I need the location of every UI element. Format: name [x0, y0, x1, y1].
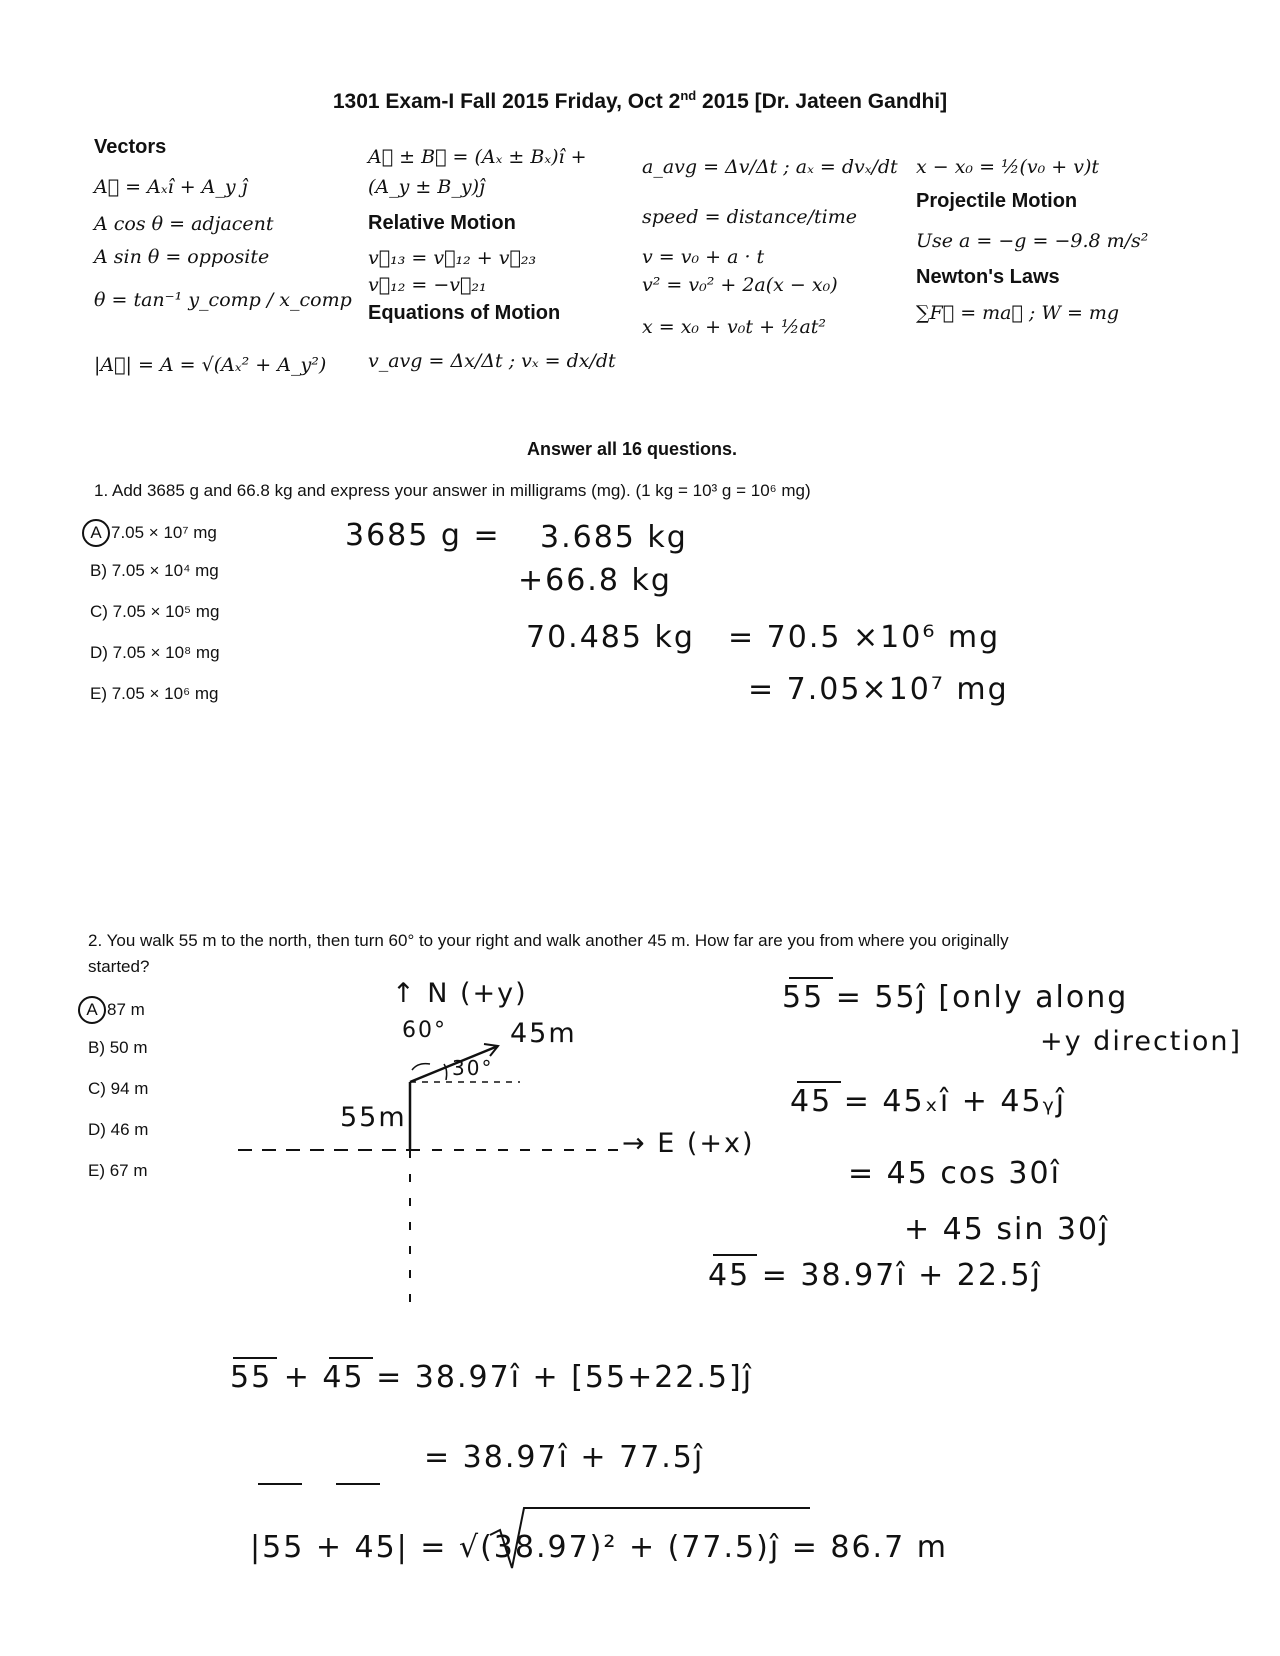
q2-work-line8: = 38.97î + 77.5ĵ: [424, 1440, 705, 1475]
q1-option-c[interactable]: C) 7.05 × 10⁵ mg: [90, 602, 220, 621]
q2-option-c[interactable]: C) 94 m: [88, 1079, 149, 1098]
projectile-motion-heading: Projectile Motion: [916, 190, 1078, 212]
q2-option-b[interactable]: B) 50 m: [88, 1038, 148, 1057]
q2-work-line2: +y direction]: [1040, 1026, 1243, 1057]
q2-option-a[interactable]: A 87 m: [82, 996, 145, 1024]
q2-work-line1: 55 = 55ĵ [only along: [782, 980, 1129, 1015]
q1-option-b[interactable]: B) 7.05 × 10⁴ mg: [90, 561, 219, 580]
formula-vector-components: A⃗ = Aₓî + A_y ĵ: [94, 176, 248, 198]
q2-work-line3: 45 = 45ₓî + 45ᵧĵ: [790, 1084, 1067, 1119]
q1-option-d[interactable]: D) 7.05 × 10⁸ mg: [90, 643, 220, 662]
diagram-angle-60: 60°: [402, 1018, 447, 1043]
instructions: Answer all 16 questions.: [526, 439, 738, 459]
formula-velocity: v_avg = Δx/Δt ; vₓ = dx/dt: [368, 350, 616, 372]
formula-magnitude: |A⃗| = A = √(Aₓ² + A_y²): [94, 354, 327, 376]
q1-work-mg1: = 70.5 ×10⁶ mg: [728, 620, 1001, 655]
formula-newton: ∑F⃗ = ma⃗ ; W = mg: [916, 302, 1120, 324]
newtons-laws-heading: Newton's Laws: [916, 266, 1060, 288]
question-2-text-line2: started?: [88, 957, 150, 976]
formula-vector-sum: A⃗ ± B⃗ = (Aₓ ± Bₓ)î +: [368, 146, 587, 168]
formula-v-squared: v² = v₀² + 2a(x − x₀): [642, 274, 838, 296]
formula-position: x = x₀ + v₀t + ½at²: [642, 316, 827, 338]
q2-work-line5: + 45 sin 30ĵ: [904, 1212, 1110, 1247]
q1-work-grams: 3685 g =: [345, 518, 501, 553]
circled-answer-mark: A: [78, 996, 106, 1024]
formula-vector-sum-cont: (A_y ± B_y)ĵ: [368, 176, 485, 198]
formula-sin: A sin θ = opposite: [94, 246, 270, 268]
circled-answer-mark: A: [82, 519, 110, 547]
q2-work-line6: 45 = 38.97î + 22.5ĵ: [708, 1258, 1042, 1293]
q2-work-line9: |55 + 45| = √(38.97)² + (77.5)ĵ = 86.7 m: [250, 1530, 948, 1565]
q2-work-line7: 55 + 45 = 38.97î + [55+22.5]ĵ: [230, 1360, 754, 1395]
formula-relative-2: v⃗₁₂ = −v⃗₂₁: [368, 274, 487, 296]
formula-acceleration: a_avg = Δv/Δt ; aₓ = dvₓ/dt: [642, 156, 898, 178]
q1-option-a[interactable]: A 7.05 × 10⁷ mg: [86, 519, 217, 547]
q1-work-kg: 3.685 kg: [540, 520, 688, 555]
q1-work-mg2: = 7.05×10⁷ mg: [748, 672, 1009, 707]
q2-work-line4: = 45 cos 30î: [848, 1156, 1061, 1191]
vectors-heading: Vectors: [94, 136, 167, 158]
diagram-angle-30: 30°: [452, 1056, 494, 1080]
q2-option-e[interactable]: E) 67 m: [88, 1161, 148, 1180]
formula-speed: speed = distance/time: [642, 206, 858, 228]
diagram-dist-55: 55m: [340, 1102, 407, 1133]
question-2-text-line1: 2. You walk 55 m to the north, then turn 60° to your right and walk another 45 m. How far are you from where you originally: [88, 931, 1009, 950]
diagram-east-label: → E (+x): [622, 1128, 755, 1159]
q1-option-e[interactable]: E) 7.05 × 10⁶ mg: [90, 684, 219, 703]
formula-cos: A cos θ = adjacent: [94, 213, 274, 235]
formula-gravity: Use a = −g = −9.8 m/s²: [916, 230, 1149, 252]
diagram-north-label: ↑ N (+y): [392, 978, 528, 1009]
q1-work-add: +66.8 kg: [518, 563, 672, 598]
q2-option-d[interactable]: D) 46 m: [88, 1120, 149, 1139]
question-1-text: 1. Add 3685 g and 66.8 kg and express your answer in milligrams (mg). (1 kg = 10³ g = 10⁶ mg): [94, 481, 811, 500]
formula-relative-1: v⃗₁₃ = v⃗₁₂ + v⃗₂₃: [368, 247, 537, 269]
formula-displacement: x − x₀ = ½(v₀ + v)t: [916, 156, 1100, 178]
q1-work-sum: 70.485 kg: [526, 620, 695, 655]
exam-title: 1301 Exam-I Fall 2015 Friday, Oct 2nd 2015 [Dr. Jateen Gandhi]: [332, 88, 948, 113]
formula-theta: θ = tan⁻¹ y_comp / x_comp: [94, 289, 352, 311]
formula-v-linear: v = v₀ + a · t: [642, 246, 765, 268]
diagram-dist-45: 45m: [510, 1018, 577, 1049]
relative-motion-heading: Relative Motion: [368, 212, 516, 234]
equations-of-motion-heading: Equations of Motion: [368, 302, 561, 324]
